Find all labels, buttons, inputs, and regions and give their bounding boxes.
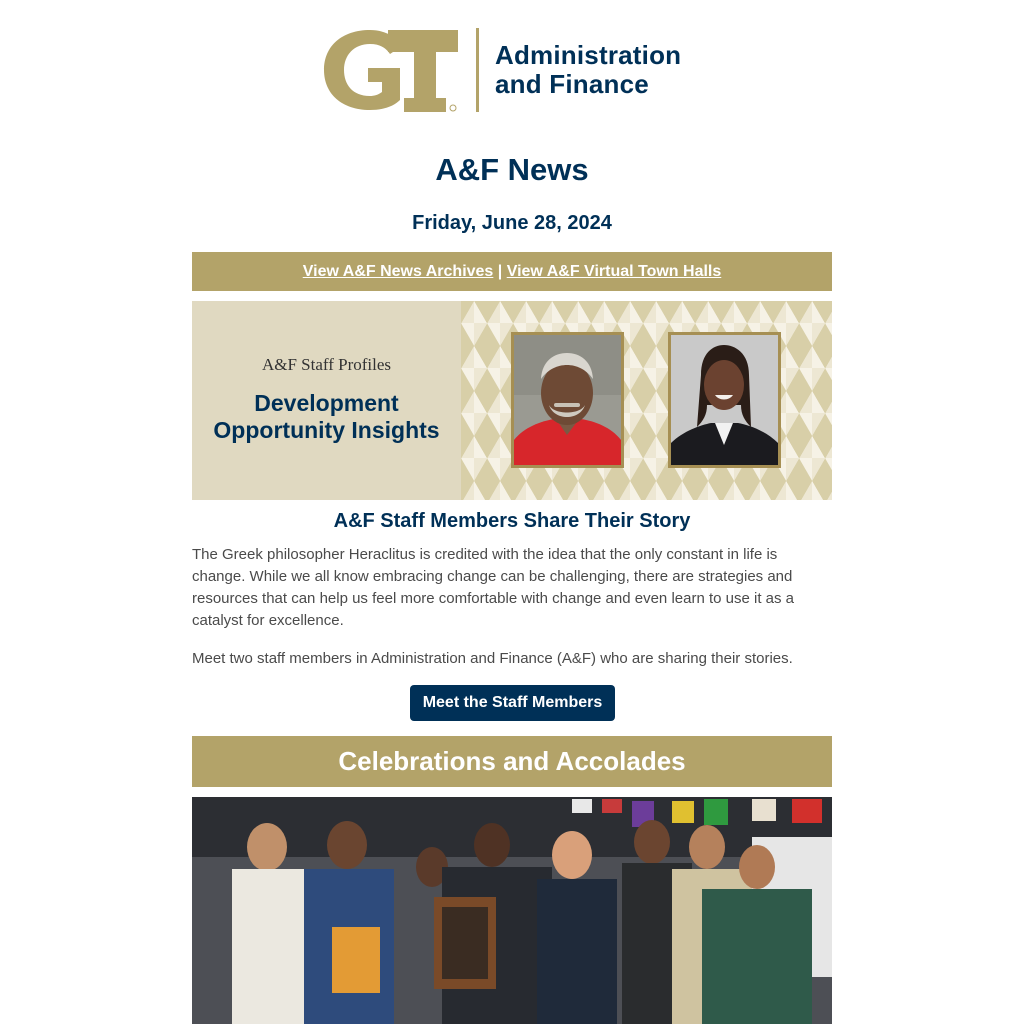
staff-photo-1 xyxy=(511,332,624,468)
virtual-town-halls-link[interactable]: View A&F Virtual Town Halls xyxy=(506,263,722,280)
banner-heading-line1: Development xyxy=(254,390,399,416)
logo-divider xyxy=(476,28,479,112)
news-archives-link[interactable]: View A&F News Archives xyxy=(302,263,494,280)
meet-staff-button[interactable]: Meet the Staff Members xyxy=(410,685,615,721)
group-photo[interactable] xyxy=(192,797,832,1024)
banner-subtitle: A&F Staff Profiles xyxy=(261,355,392,374)
gt-logo-icon xyxy=(322,28,462,114)
staff-photo-2 xyxy=(668,332,781,468)
banner-heading-line2: Opportunity Insights xyxy=(213,417,440,443)
newsletter-date: Friday, June 28, 2024 xyxy=(412,212,612,234)
logo-line2: and Finance xyxy=(495,69,649,99)
gt-af-logo[interactable] xyxy=(322,28,682,114)
banner-text-panel xyxy=(192,301,461,500)
celebrations-section-header: Celebrations and Accolades xyxy=(192,736,832,787)
archive-link-bar xyxy=(192,252,832,291)
banner-heading xyxy=(192,390,461,444)
staff-profiles-banner[interactable] xyxy=(192,301,832,500)
story-paragraph-1: The Greek philosopher Heraclitus is credited with the idea that the only constant in life is change. While we all know embracing change can be challenging, there are strategies and resources that can help us feel more comfortable with change and even learn to use it as a catalyst for excellence. xyxy=(192,546,795,629)
logo-line1: Administration xyxy=(495,40,682,70)
story-paragraph-2: Meet two staff members in Administration and Finance (A&F) who are sharing their stories. xyxy=(192,650,793,667)
newsletter-title: A&F News xyxy=(435,152,589,187)
logo-text xyxy=(495,41,681,99)
story-title: A&F Staff Members Share Their Story xyxy=(333,510,691,532)
link-separator: | xyxy=(493,263,507,280)
